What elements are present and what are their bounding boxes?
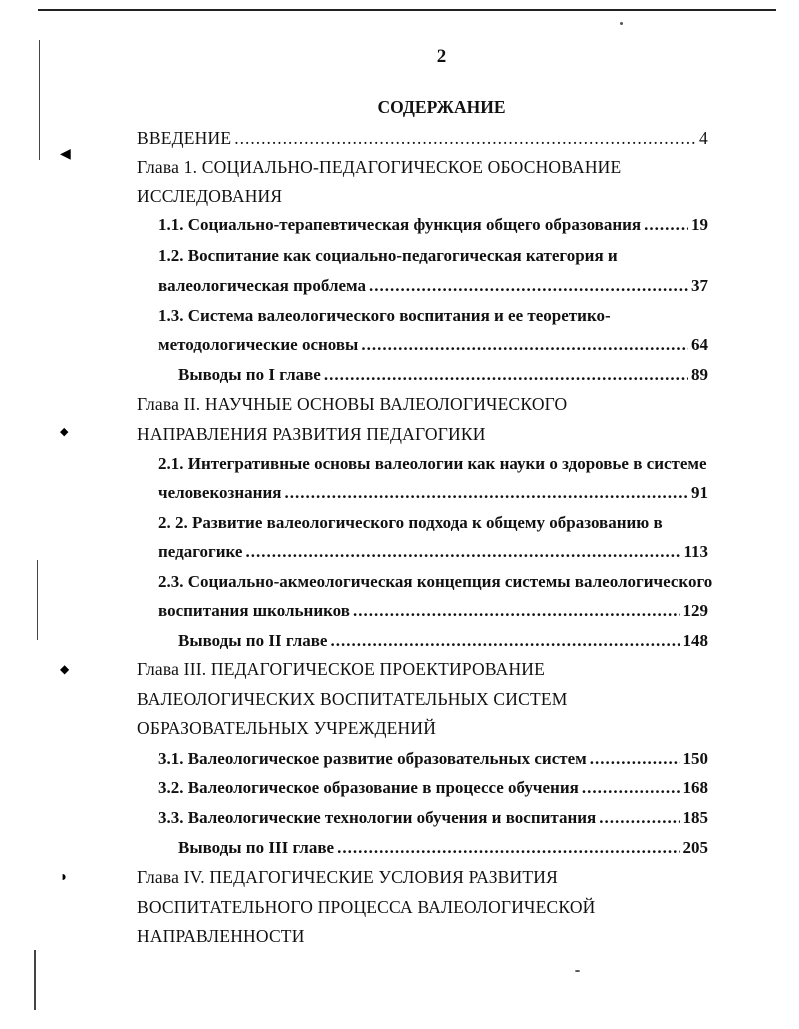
punch-hole-mark-icon: ◆ <box>60 426 69 438</box>
toc-page-number: 91 <box>691 483 708 502</box>
toc-page-number: 64 <box>691 335 708 354</box>
punch-hole-mark-icon: ◆ <box>60 662 70 676</box>
toc-conclusions-3[interactable] <box>178 838 708 858</box>
toc-chapter-1-heading-cont[interactable]: ИССЛЕДОВАНИЯ <box>137 186 283 206</box>
toc-entry-label: 3.2. Валеологическое образование в процессе обучения <box>158 778 579 797</box>
toc-section-2-2-line1[interactable]: 2. 2. Развитие валеологического подхода к общему образованию в <box>158 513 663 532</box>
toc-chapter-2-heading[interactable]: Глава II. НАУЧНЫЕ ОСНОВЫ ВАЛЕОЛОГИЧЕСКОГО <box>137 394 568 414</box>
toc-title: СОДЕРЖАНИЕ <box>377 97 506 117</box>
toc-entry-label: человекознания <box>158 483 282 502</box>
dot-leader <box>324 365 688 385</box>
dot-leader <box>582 778 680 798</box>
scan-left-edge-mark <box>39 40 40 160</box>
toc-section-3-3[interactable] <box>158 808 708 828</box>
scan-top-border <box>38 9 776 11</box>
toc-page-number: 205 <box>682 838 708 857</box>
toc-entry-label: валеологическая проблема <box>158 276 366 295</box>
toc-section-1-2-line1[interactable]: 1.2. Воспитание как социально-педагогическая категория и <box>158 246 618 265</box>
toc-chapter-3-heading[interactable]: Глава III. ПЕДАГОГИЧЕСКОЕ ПРОЕКТИРОВАНИЕ <box>137 659 546 679</box>
dot-leader <box>590 749 680 769</box>
toc-chapter-1-heading[interactable]: Глава 1. СОЦИАЛЬНО-ПЕДАГОГИЧЕСКОЕ ОБОСНОВАНИЕ <box>137 157 622 177</box>
dot-leader <box>337 838 679 858</box>
toc-page-number: 168 <box>682 778 708 797</box>
toc-entry-label: Выводы по III главе <box>178 838 335 857</box>
toc-section-1-2[interactable] <box>158 276 708 296</box>
dot-leader <box>353 601 680 621</box>
toc-section-1-3[interactable] <box>158 335 708 355</box>
toc-entry-label: педагогике <box>158 542 243 561</box>
toc-chapter-4-heading-cont[interactable]: ВОСПИТАТЕЛЬНОГО ПРОЦЕССА ВАЛЕОЛОГИЧЕСКОЙ <box>137 897 596 917</box>
toc-entry-label: воспитания школьников <box>158 601 350 620</box>
toc-section-1-1[interactable] <box>158 215 708 235</box>
toc-section-2-1-line1[interactable]: 2.1. Интегративные основы валеологии как науки о здоровье в системе <box>158 454 707 473</box>
toc-chapter-4-heading[interactable]: Глава IV. ПЕДАГОГИЧЕСКИЕ УСЛОВИЯ РАЗВИТИЯ <box>137 867 558 887</box>
toc-section-2-2[interactable] <box>158 542 708 562</box>
dot-leader <box>644 215 688 235</box>
toc-page-number: 185 <box>682 808 708 827</box>
toc-chapter-3-heading-cont[interactable]: ВАЛЕОЛОГИЧЕСКИХ ВОСПИТАТЕЛЬНЫХ СИСТЕМ <box>137 689 568 709</box>
toc-page-number: 148 <box>682 631 708 650</box>
toc-chapter-4-heading-cont[interactable]: НАПРАВЛЕННОСТИ <box>137 926 305 946</box>
punch-hole-mark-icon: ◀ <box>60 147 71 162</box>
toc-page-number: 4 <box>699 128 708 148</box>
toc-page-number: 19 <box>691 215 708 234</box>
dot-leader <box>599 808 679 828</box>
toc-entry-label: методологические основы <box>158 335 359 354</box>
toc-entry-label: Выводы по I главе <box>178 365 321 384</box>
toc-conclusions-1[interactable] <box>178 365 708 385</box>
toc-section-2-1[interactable] <box>158 483 708 503</box>
dot-leader <box>284 483 688 503</box>
toc-entry-label: ВВЕДЕНИЕ <box>137 128 232 148</box>
toc-conclusions-2[interactable] <box>178 631 708 651</box>
toc-page-number: 37 <box>691 276 708 295</box>
toc-page-number: 113 <box>683 542 708 561</box>
toc-entry-label: Выводы по II главе <box>178 631 328 650</box>
toc-entry-intro[interactable] <box>137 128 708 148</box>
toc-page-number: 89 <box>691 365 708 384</box>
toc-page-number: 150 <box>682 749 708 768</box>
toc-section-2-3-line1[interactable]: 2.3. Социально-акмеологическая концепция системы валеологического <box>158 572 713 591</box>
toc-section-3-2[interactable] <box>158 778 708 798</box>
dot-leader <box>234 128 696 148</box>
page-number: 2 <box>436 46 447 67</box>
dot-leader <box>245 542 680 562</box>
scan-speck <box>575 970 580 972</box>
scan-left-edge-mark <box>37 560 38 640</box>
toc-entry-label: 3.1. Валеологическое развитие образовательных систем <box>158 749 587 768</box>
toc-entry-label: 1.1. Социально-терапевтическая функция общего образования <box>158 215 642 234</box>
toc-section-1-3-line1[interactable]: 1.3. Система валеологического воспитания и ее теоретико- <box>158 306 611 325</box>
toc-page-number: 129 <box>682 601 708 620</box>
toc-section-2-3[interactable] <box>158 601 708 621</box>
dot-leader <box>369 276 688 296</box>
dot-leader <box>330 631 679 651</box>
punch-hole-mark-icon: ◗ <box>60 870 69 885</box>
toc-chapter-3-heading-cont[interactable]: ОБРАЗОВАТЕЛЬНЫХ УЧРЕЖДЕНИЙ <box>137 718 437 738</box>
toc-chapter-2-heading-cont[interactable]: НАПРАВЛЕНИЯ РАЗВИТИЯ ПЕДАГОГИКИ <box>137 424 486 444</box>
scan-speck <box>620 22 623 25</box>
toc-section-3-1[interactable] <box>158 749 708 769</box>
toc-entry-label: 3.3. Валеологические технологии обучения и воспитания <box>158 808 597 827</box>
scan-left-edge-mark <box>34 950 36 1010</box>
dot-leader <box>361 335 688 355</box>
